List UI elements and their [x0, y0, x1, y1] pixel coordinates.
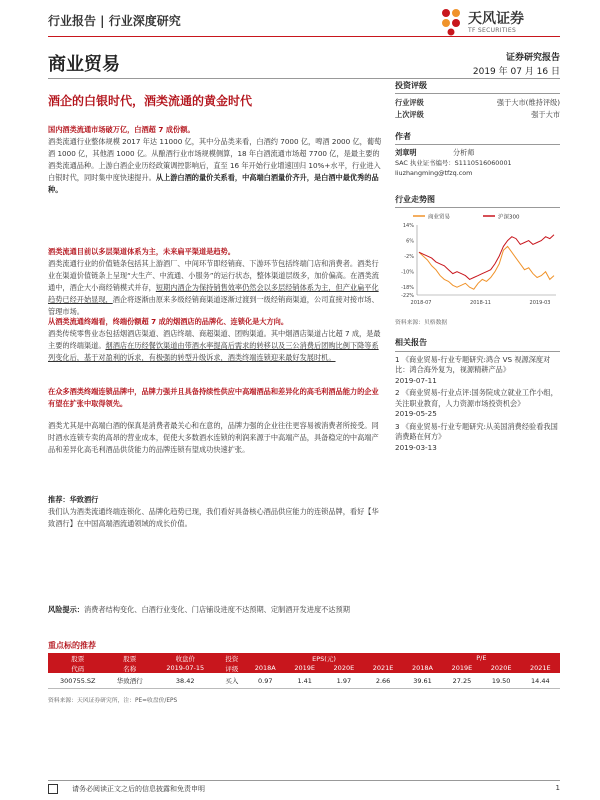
title-rule [48, 78, 560, 79]
section-body: 酒类传统零售业态包括烟酒店渠道、酒店终端、商超渠道、团购渠道。其中烟酒店渠道占比超 7 成，是最主要的终端渠道。 [48, 329, 381, 350]
author-box [395, 132, 560, 178]
section-underline: 烟酒店在历经餐饮渠道由带酒水率提高后需求的转移以及三公消费后团购比例下降等系列变化后，基于对盈利的诉求，有极强的转型升级诉求，酒类终端连锁迎来最好发展时机。 [48, 341, 379, 362]
trend-chart [395, 211, 560, 307]
x-tick-label: 2018-07 [410, 300, 432, 306]
cell: 1.41 [285, 673, 324, 689]
trend-source: 资料来源：贝格数据 [395, 320, 448, 326]
risk-body: 消费者结构变化、白酒行业变化、门店铺设进度不达预期、定制酒开发进度不达预期 [83, 605, 350, 614]
th-sub: 2019E [285, 663, 324, 673]
y-tick-label: 6% [406, 238, 414, 245]
rating-key: 上次评级 [395, 110, 424, 119]
series-line [419, 235, 554, 280]
th-rating: 投资 [218, 653, 245, 663]
tf-logo-icon [438, 6, 466, 36]
related-date: 2019-07-11 [395, 375, 437, 385]
logo-subtitle: TF SECURITIES [468, 27, 517, 34]
cell: 2.66 [363, 673, 402, 689]
section-underline: 短期内酒企为保持销售效率仍然会以多层经销体系为主，但产业扁平化趋势已经开始显现， [48, 283, 379, 304]
report-type: 证券研究报告 [505, 53, 560, 63]
th-sub: 2018A [403, 663, 443, 673]
report-headline: 酒企的白银时代，酒类流通的黄金时代 [48, 94, 253, 108]
th-eps: EPS(元) [245, 653, 402, 663]
related-date: 2019-05-25 [395, 409, 437, 418]
section-body: 酒类流通行业整体规模 2017 年达 11000 亿，其中分品类来看，白酒约 7000 亿，啤酒 2000 亿，葡萄酒 1000 亿，其他酒 1000 亿。从酿酒行业市场规模侧算，18 年白酒流通市场超 7700 亿，是最主要的酒类流通品种。上游白酒企业历经政策调控影响后，直至 16 年开始行业增速回归 10%+水平，行业进入白银时代，同时集中度快速提升。 [48, 137, 382, 182]
section-market-size [48, 124, 383, 196]
th-pe: P/E [403, 653, 560, 663]
rec-title: 重点标的推荐 [48, 641, 96, 650]
section-body-2: 酒企将逐渐由原来多级经销商渠道逐渐过渡到一级经销商渠道，公司直接对接市场、管理市场。 [48, 295, 379, 316]
footer-disclaimer[interactable]: 请务必阅读正文之后的信息披露和免责申明 [48, 784, 205, 794]
section-heading: 国内酒类流通市场破万亿，白酒超 7 成份额。 [48, 125, 195, 134]
risk-warning [48, 604, 383, 616]
section-channels [48, 246, 383, 318]
related-item[interactable]: 1 《商业贸易-行业专题研究:鸿合 VS 视源深度对比：鸿合海外复为，视源精耕产品》 [395, 354, 551, 374]
qr-icon [48, 784, 58, 794]
related-item[interactable]: 3 《商业贸易-行业专题研究:从美国消费经验看我国消费路在何方》 [395, 421, 558, 441]
cell: 300755.SZ [48, 673, 108, 689]
table-subheader-row [48, 663, 560, 673]
related-item[interactable]: 2 《商业贸易-行业点评:国务院成立就业工作小组，关注职业教育，人力资源市场投资机会》 [395, 388, 558, 408]
section-heading: 酒类流通目前以多层渠道体系为主，未来扁平渠道是趋势。 [48, 247, 235, 256]
th-sub: 评级 [218, 663, 245, 673]
section-heading: 从酒类流通终端看，终端份额超 7 成的烟酒店的品牌化、连锁化是大方向。 [48, 317, 289, 326]
rating-value: 强于大市(维持评级) [496, 98, 560, 107]
y-tick-label: -10% [401, 269, 414, 276]
recommendation-table [48, 653, 560, 689]
th-sub: 2019-07-15 [152, 663, 218, 673]
cell: 38.42 [152, 673, 218, 689]
y-tick-label: -2% [404, 254, 414, 261]
x-tick-label: 2019-03 [529, 300, 551, 306]
th-sub: 2021E [363, 663, 402, 673]
x-tick-label: 2018-11 [470, 300, 491, 306]
related-reports [395, 338, 560, 453]
cell: 39.61 [403, 673, 443, 689]
cell: 27.25 [442, 673, 481, 689]
author-sac: SAC 执业证书编号：S1110516060001 [395, 159, 512, 167]
rating-row-previous [395, 109, 560, 121]
y-tick-label: -22% [401, 293, 414, 299]
th-name: 股票 [108, 653, 152, 663]
table-note: 资料来源：天风证券研究所，注：PE=收盘价/EPS [48, 698, 178, 704]
section-terminals [48, 316, 383, 364]
page-number: 1 [555, 784, 560, 792]
section-brands-body [48, 420, 383, 456]
footer-rule [48, 780, 560, 781]
author-role: 分析师 [452, 148, 475, 157]
series-line [419, 246, 554, 289]
author-name: 刘章明 [395, 148, 417, 157]
section-heading: 推荐：华致酒行 [48, 495, 99, 504]
recommendation-section [48, 640, 560, 704]
header-rule [48, 36, 560, 37]
cell: 华致酒行 [108, 673, 152, 689]
th-sub: 代码 [48, 663, 108, 673]
th-sub: 名称 [108, 663, 152, 673]
industry-title: 商业贸易 [48, 54, 120, 75]
section-heading: 在众多酒类终端连锁品牌中，品牌力强并且具备持续性供应中高端酒品和差异化的高毛利酒品能力的企业有望在扩张中取得领先。 [48, 387, 379, 408]
report-date: 2019 年 07 月 16 日 [472, 67, 560, 77]
risk-label: 风险提示： [48, 605, 84, 614]
related-title: 相关报告 [395, 338, 560, 352]
section-recommend [48, 494, 383, 530]
section-body: 酒类流通行业的价值链条包括其上游酒厂、中间环节即经销商、下游环节包括终端门店和消费者。酒类行业在渠道价值链条上呈现“大生产、中流通、小服务”的运行状态，整体渠道层级多，加价偏高。在酒类流通中，酒企大小商经销模式并存， [48, 259, 379, 292]
rating-box [395, 80, 560, 121]
author-title: 作者 [395, 132, 560, 145]
th-sub: 2021E [521, 663, 560, 673]
table-header-row [48, 653, 560, 663]
table-row [48, 673, 560, 689]
section-body: 酒类尤其是中高端白酒的保真是消费者最关心和在意的，品牌力强的企业往往更容易被消费者所接受。同时酒水连锁专卖的高昂的营业成本，促使大多数酒水连锁的利润来源于中高端产品，具备稳定的中高端产品和差异化高毛利酒品供货能力的品牌连锁有望成功快速扩张。 [48, 421, 379, 454]
related-date: 2019-03-13 [395, 442, 437, 452]
y-tick-label: 14% [402, 223, 414, 229]
cell: 14.44 [521, 673, 560, 689]
rating-key: 行业评级 [395, 98, 424, 107]
trend-box [395, 194, 560, 326]
author-email: liuzhangming@tfzq.com [395, 169, 473, 177]
th-code: 股票 [48, 653, 108, 663]
cell: 1.97 [324, 673, 363, 689]
th-sub: 2020E [324, 663, 363, 673]
cell: 0.97 [245, 673, 285, 689]
th-sub: 2019E [442, 663, 481, 673]
section-body: 我们认为酒类流通终端连锁化、品牌化趋势已现，我们看好具备核心酒品供应能力的连锁品牌，看好【华致酒行】在中国高端酒流通领域的成长价值。 [48, 507, 379, 528]
rating-value: 强于大市 [531, 110, 560, 119]
tf-securities-logo [438, 6, 560, 40]
cell: 买入 [218, 673, 245, 689]
th-sub: 2018A [245, 663, 285, 673]
rating-row-industry [395, 97, 560, 109]
cell: 19.50 [482, 673, 521, 689]
th-sub: 2020E [482, 663, 521, 673]
report-category: 行业报告 | 行业深度研究 [48, 14, 181, 28]
legend-label: 商业贸易 [428, 214, 451, 221]
trend-title: 行业走势图 [395, 194, 560, 208]
th-price: 收盘价 [152, 653, 218, 663]
section-brands [48, 386, 383, 410]
y-tick-label: -18% [401, 285, 414, 292]
logo-name: 天风证券 [468, 11, 524, 27]
section-highlight: 从上游白酒的量价关系看，中高端白酒量价齐升，是白酒中最优秀的品种。 [48, 173, 379, 194]
legend-label: 沪深300 [498, 214, 520, 221]
rating-title: 投资评级 [395, 80, 560, 94]
